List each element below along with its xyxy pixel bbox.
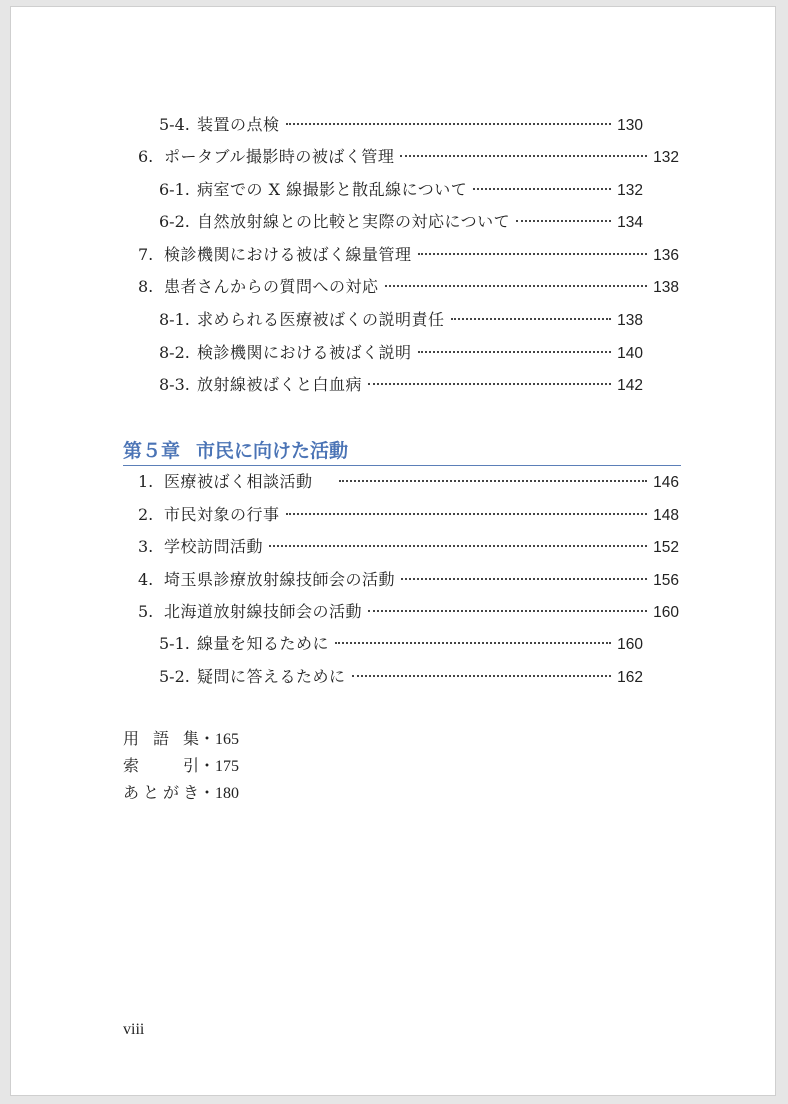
dot-leader <box>339 480 648 482</box>
toc-title: 市民対象の行事 <box>164 505 280 524</box>
toc-title: 装置の点検 <box>197 115 280 134</box>
toc-number: 5-1. <box>159 634 190 653</box>
appendix-label: あとがき <box>123 783 199 802</box>
dot-leader <box>368 383 611 385</box>
dot-leader <box>368 610 647 612</box>
toc-entry[interactable] <box>159 632 643 656</box>
toc-title: 疑問に答えるために <box>197 667 346 686</box>
toc-entry[interactable] <box>138 535 679 559</box>
toc-entry[interactable] <box>138 470 679 494</box>
toc-page-number: 136 <box>653 247 679 264</box>
dot-leader <box>269 545 647 547</box>
toc-page-number: 142 <box>617 377 643 394</box>
toc-entry[interactable] <box>159 113 643 137</box>
toc-number: 5. <box>138 602 154 621</box>
toc-title: 放射線被ばくと白血病 <box>197 375 363 394</box>
chapter-title: 市民に向けた活動 <box>196 440 349 462</box>
toc-page-number: 148 <box>653 507 679 524</box>
dot-leader <box>418 253 648 255</box>
appendix-page-number: ・175 <box>199 758 240 775</box>
toc-page-number: 146 <box>653 474 679 491</box>
toc-entry[interactable] <box>159 665 643 689</box>
dot-leader <box>385 285 648 287</box>
toc-entry[interactable] <box>138 275 679 299</box>
toc-page-number: 132 <box>653 149 679 166</box>
toc-page-number: 152 <box>653 539 679 556</box>
toc-page-number: 160 <box>617 636 643 653</box>
appendix-entry[interactable] <box>123 754 239 779</box>
toc-entry[interactable] <box>159 373 643 397</box>
chapter-heading[interactable] <box>123 437 681 466</box>
toc-number: 3. <box>138 537 154 556</box>
toc-page-number: 156 <box>653 572 679 589</box>
toc-number: 8-2. <box>159 343 190 362</box>
toc-title: 求められる医療被ばくの説明責任 <box>197 310 445 329</box>
dot-leader <box>418 351 612 353</box>
chapter-number: 第５章 <box>123 440 181 462</box>
appendix-label: 用語集 <box>123 729 199 748</box>
dot-leader <box>451 318 612 320</box>
appendix-label: 索引 <box>123 756 199 775</box>
dot-leader <box>352 675 612 677</box>
toc-entry[interactable] <box>138 243 679 267</box>
toc-number: 2. <box>138 505 154 524</box>
toc-number: 7. <box>138 245 154 264</box>
toc-page-number: 132 <box>617 182 643 199</box>
toc-title: 線量を知るために <box>197 634 330 653</box>
dot-leader <box>286 513 648 515</box>
toc-entry[interactable] <box>138 503 679 527</box>
toc-title: 患者さんからの質問への対応 <box>164 277 379 296</box>
toc-number: 1. <box>138 472 154 491</box>
toc-entry[interactable] <box>159 341 643 365</box>
toc-entry[interactable] <box>159 178 643 202</box>
dot-leader <box>473 188 611 190</box>
document-page <box>10 6 776 1096</box>
toc-number: 5-2. <box>159 667 190 686</box>
toc-title: 検診機関における被ばく説明 <box>197 343 412 362</box>
toc-title: 学校訪問活動 <box>164 537 264 556</box>
toc-entry[interactable] <box>159 210 643 234</box>
dot-leader <box>400 155 647 157</box>
toc-number: 8-3. <box>159 375 190 394</box>
toc-title: 北海道放射線技師会の活動 <box>164 602 363 621</box>
toc-number: 5-4. <box>159 115 190 134</box>
appendix-page-number: ・180 <box>199 785 240 802</box>
toc-number: 6-2. <box>159 212 190 231</box>
toc-page-number: 138 <box>653 279 679 296</box>
toc-page-number: 140 <box>617 345 643 362</box>
toc-page-number: 130 <box>617 117 643 134</box>
appendix-page-number: ・165 <box>199 731 240 748</box>
page-folio: viii <box>123 1021 145 1038</box>
toc-entry[interactable] <box>138 568 679 592</box>
toc-entry[interactable] <box>159 308 643 332</box>
appendix-entry[interactable] <box>123 727 239 752</box>
toc-number: 4. <box>138 570 154 589</box>
toc-number: 6-1. <box>159 180 190 199</box>
toc-page-number: 134 <box>617 214 643 231</box>
dot-leader <box>401 578 647 580</box>
dot-leader <box>335 642 611 644</box>
toc-entry[interactable] <box>138 600 679 624</box>
toc-title: 検診機関における被ばく線量管理 <box>164 245 412 264</box>
toc-title: 自然放射線との比較と実際の対応について <box>197 212 511 231</box>
toc-title: 埼玉県診療放射線技師会の活動 <box>164 570 396 589</box>
toc-title: 医療被ばく相談活動 <box>164 472 313 491</box>
toc-number: 8. <box>138 277 154 296</box>
toc-page-number: 162 <box>617 669 643 686</box>
toc-entry[interactable] <box>138 145 679 169</box>
dot-leader <box>516 220 611 222</box>
toc-title: ポータブル撮影時の被ばく管理 <box>164 147 395 166</box>
toc-page-number: 160 <box>653 604 679 621</box>
toc-number: 6. <box>138 147 154 166</box>
toc-page-number: 138 <box>617 312 643 329</box>
dot-leader <box>286 123 612 125</box>
appendix-entry[interactable] <box>123 781 239 806</box>
toc-number: 8-1. <box>159 310 190 329</box>
toc-title: 病室での X 線撮影と散乱線について <box>197 180 468 199</box>
